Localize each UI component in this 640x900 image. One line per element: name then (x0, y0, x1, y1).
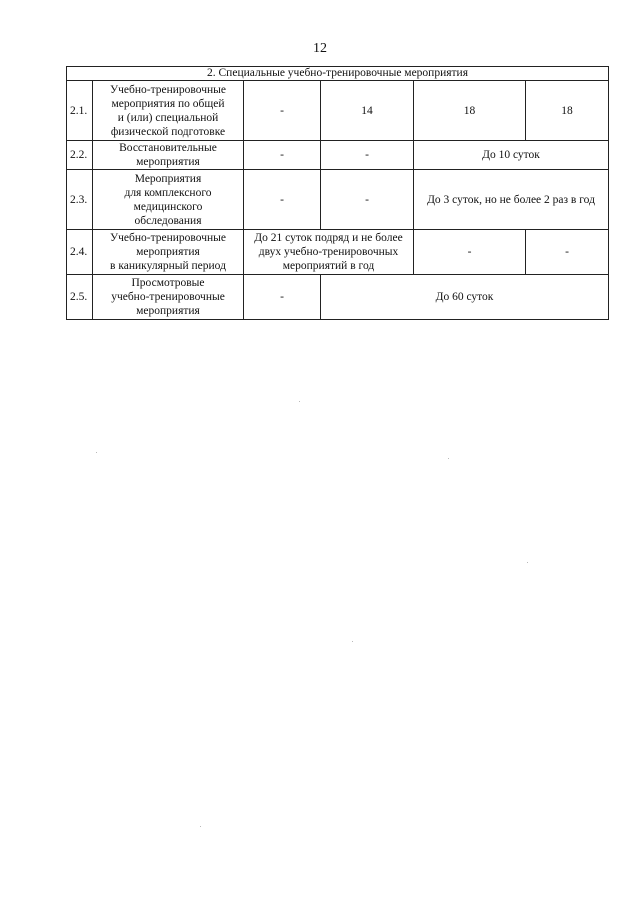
value-cell: До 60 суток (321, 275, 609, 320)
table-row (67, 230, 609, 275)
page-number: 12 (313, 41, 327, 56)
value-cell: 18 (414, 81, 526, 141)
section-header-row (67, 67, 609, 81)
value-cell: 14 (321, 81, 414, 141)
section-title: 2. Специальные учебно-тренировочные мероприятия (67, 67, 609, 81)
event-name-cell (93, 230, 244, 275)
scan-speck (352, 641, 353, 642)
table-row (67, 275, 609, 320)
event-name-line: Учебно-тренировочные (109, 232, 227, 244)
value-cell: 18 (526, 81, 609, 141)
value-cell: До 3 суток, но не более 2 раз в год (414, 170, 609, 230)
event-name-cell (93, 275, 244, 320)
row-number: 2.3. (67, 170, 93, 230)
scan-speck (299, 401, 300, 402)
scan-speck (448, 458, 449, 459)
event-name-cell (93, 170, 244, 230)
scan-speck (200, 826, 201, 827)
event-name-line: мероприятия (136, 156, 200, 168)
row-number: 2.1. (67, 81, 93, 141)
value-cell: - (526, 230, 609, 275)
training-camps-table (66, 66, 609, 320)
event-name-line: мероприятия (136, 305, 200, 317)
event-name-line: медицинского (133, 200, 203, 213)
event-name-line: мероприятия (136, 246, 200, 258)
value-cell (244, 230, 414, 275)
table-row (67, 81, 609, 141)
value-cell: - (321, 170, 414, 230)
event-name-line: обследования (134, 214, 202, 227)
event-name-line: в каникулярный период (110, 260, 226, 272)
value-cell: До 10 суток (414, 141, 609, 170)
event-name-line: Мероприятия (134, 172, 202, 185)
value-cell: - (244, 275, 321, 320)
row-number: 2.4. (67, 230, 93, 275)
table-row (67, 141, 609, 170)
value-cell: - (414, 230, 526, 275)
event-name-cell (93, 81, 244, 141)
value-line: мероприятий в год (282, 260, 375, 272)
event-name-line: Восстановительные (119, 142, 217, 154)
scan-speck (96, 452, 97, 453)
event-name-line: Просмотровые (131, 277, 205, 289)
value-cell: - (321, 141, 414, 170)
event-name-line: для комплексного (124, 186, 212, 199)
event-name-line: физической подготовке (110, 125, 226, 138)
value-cell: - (244, 81, 321, 141)
event-name-line: мероприятия по общей (111, 97, 225, 110)
event-name-cell (93, 141, 244, 170)
value-cell: - (244, 170, 321, 230)
value-line: До 21 суток подряд и не более (254, 232, 403, 244)
event-name-line: и (или) специальной (117, 111, 219, 124)
value-cell: - (244, 141, 321, 170)
scan-speck (527, 562, 528, 563)
row-number: 2.2. (67, 141, 93, 170)
event-name-line: Учебно-тренировочные (109, 83, 227, 96)
value-line: двух учебно-тренировочных (258, 246, 399, 258)
table-row (67, 170, 609, 230)
row-number: 2.5. (67, 275, 93, 320)
event-name-line: учебно-тренировочные (111, 291, 225, 303)
